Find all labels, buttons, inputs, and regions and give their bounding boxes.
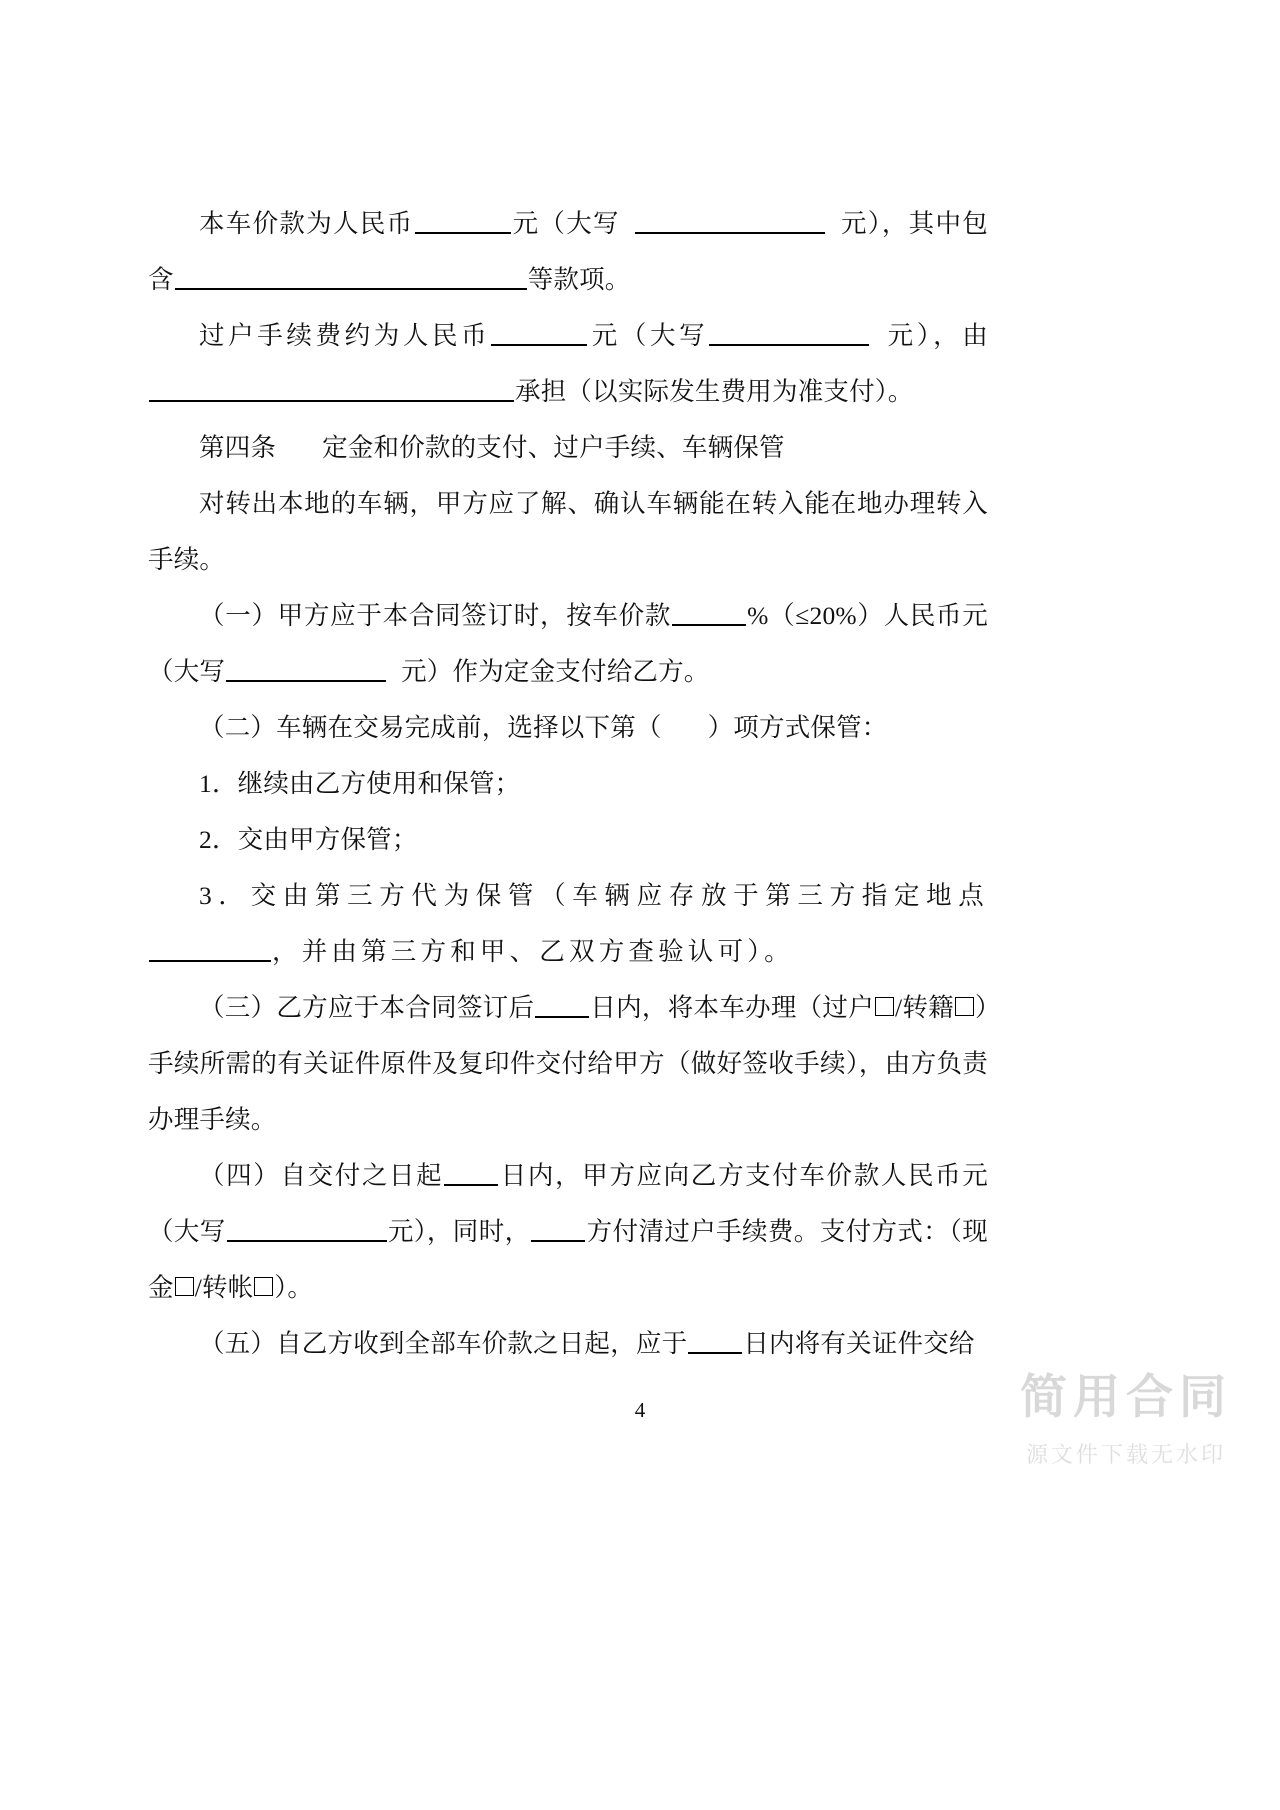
- price-text-2: 元（大写: [511, 209, 620, 238]
- item5-text-1: （五）自乙方收到全部车价款之日起，应于: [199, 1329, 688, 1358]
- item4-text-4: 元），同时，: [387, 1217, 531, 1246]
- item4-text-3: 元（大写: [148, 1161, 988, 1246]
- item-certificate-return: [148, 1316, 988, 1372]
- price-includes-blank[interactable]: [175, 261, 527, 290]
- transfer-ownership-checkbox[interactable]: [875, 997, 894, 1016]
- cash-checkbox[interactable]: [175, 1277, 194, 1296]
- storage-option-1: 1．继续由乙方使用和保管；: [199, 769, 521, 798]
- item2-text-1: （二）车辆在交易完成前，选择以下第（: [199, 713, 662, 742]
- price-text-3: 元），其中包含: [148, 209, 988, 294]
- page-number: 4: [634, 1398, 646, 1422]
- item4-text-5: 方付清过户手续费。支付方式：（现金: [148, 1217, 989, 1302]
- item3-text-2: 日内，将本车办理（过户: [590, 993, 875, 1022]
- item1-text-2: %（≤20%）人民币: [747, 601, 963, 630]
- sub3-text-1: 3．交由第三方代为保管（车辆应存放于第三方指定地点: [199, 881, 988, 910]
- storage-option-2: 2．交由甲方保管；: [199, 825, 418, 854]
- sub3-text-2: ，并由第三方和甲、乙双方查验认可）。: [272, 937, 794, 966]
- fee-text-1: 过户手续费约为人民币: [199, 321, 491, 350]
- item4-text-1: （四）自交付之日起: [199, 1161, 444, 1190]
- clause-4-title: 定金和价款的支付、过户手续、车辆保管: [322, 433, 785, 462]
- item-price-payment: [148, 1148, 988, 1316]
- fee-amount-blank[interactable]: [491, 317, 587, 346]
- item4-text-6: /转帐: [194, 1273, 254, 1302]
- watermark-main-text: 简用合同: [1020, 1370, 1232, 1425]
- clause-4-heading: [148, 420, 988, 476]
- price-capital-blank[interactable]: [635, 205, 825, 234]
- transfer-checkbox[interactable]: [254, 1277, 273, 1296]
- price-text-1: 本车价款为人民币: [199, 209, 414, 238]
- paragraph-vehicle-price: [148, 196, 988, 308]
- item1-text-3: 元（大写: [148, 601, 988, 686]
- item1-text-1: （一）甲方应于本合同签订时，按车价款: [199, 601, 672, 630]
- deposit-capital-blank[interactable]: [226, 653, 386, 682]
- transfer-registration-checkbox[interactable]: [955, 997, 974, 1016]
- fee-text-3: 元），由: [884, 321, 988, 350]
- watermark-sub-text: 源文件下载无水印: [1025, 1442, 1226, 1468]
- certificate-days-blank[interactable]: [688, 1325, 742, 1354]
- item-deposit-payment: [148, 588, 988, 700]
- document-body: [148, 196, 988, 1372]
- item4-text-2: 日内，甲方应向乙方支付车价款人民币: [499, 1161, 963, 1190]
- paragraph-transfer-fee: [148, 308, 988, 420]
- payment-capital-blank[interactable]: [227, 1213, 387, 1242]
- item3-text-1: （三）乙方应于本合同签订后: [199, 993, 535, 1022]
- document-days-blank[interactable]: [535, 989, 589, 1018]
- price-text-4: 等款项。: [527, 265, 631, 294]
- item-storage-choice: [148, 700, 988, 756]
- fee-payer-blank[interactable]: [531, 1213, 585, 1242]
- item3-text-4: ）手续所需的有关证件原件及复印件交付给甲方（做好签收手续），由方负责办理手续。: [148, 993, 989, 1134]
- fee-bearer-blank[interactable]: [149, 373, 514, 402]
- item5-text-2: 日内将有关证件交给: [743, 1329, 975, 1358]
- item3-text-3: /转籍: [895, 993, 954, 1022]
- third-party-location-blank[interactable]: [149, 933, 271, 962]
- fee-text-2: 元（大写: [588, 321, 709, 350]
- fee-capital-blank[interactable]: [709, 317, 869, 346]
- deposit-percent-blank[interactable]: [672, 597, 746, 626]
- payment-days-blank[interactable]: [444, 1157, 498, 1186]
- price-amount-blank[interactable]: [415, 205, 511, 234]
- item2-text-2: ）项方式保管：: [707, 713, 888, 742]
- clause-4-number: 第四条: [199, 433, 277, 462]
- item-document-delivery: [148, 980, 988, 1148]
- item4-text-7: ）。: [274, 1273, 314, 1302]
- paragraph-transfer-out: 对转出本地的车辆，甲方应了解、确认车辆能在转入能在地办理转入手续。: [148, 489, 988, 574]
- fee-text-4: 承担（以实际发生费用为准支付）。: [515, 377, 914, 406]
- storage-option-3: [148, 868, 988, 980]
- item1-text-4: 元）作为定金支付给乙方。: [401, 657, 710, 686]
